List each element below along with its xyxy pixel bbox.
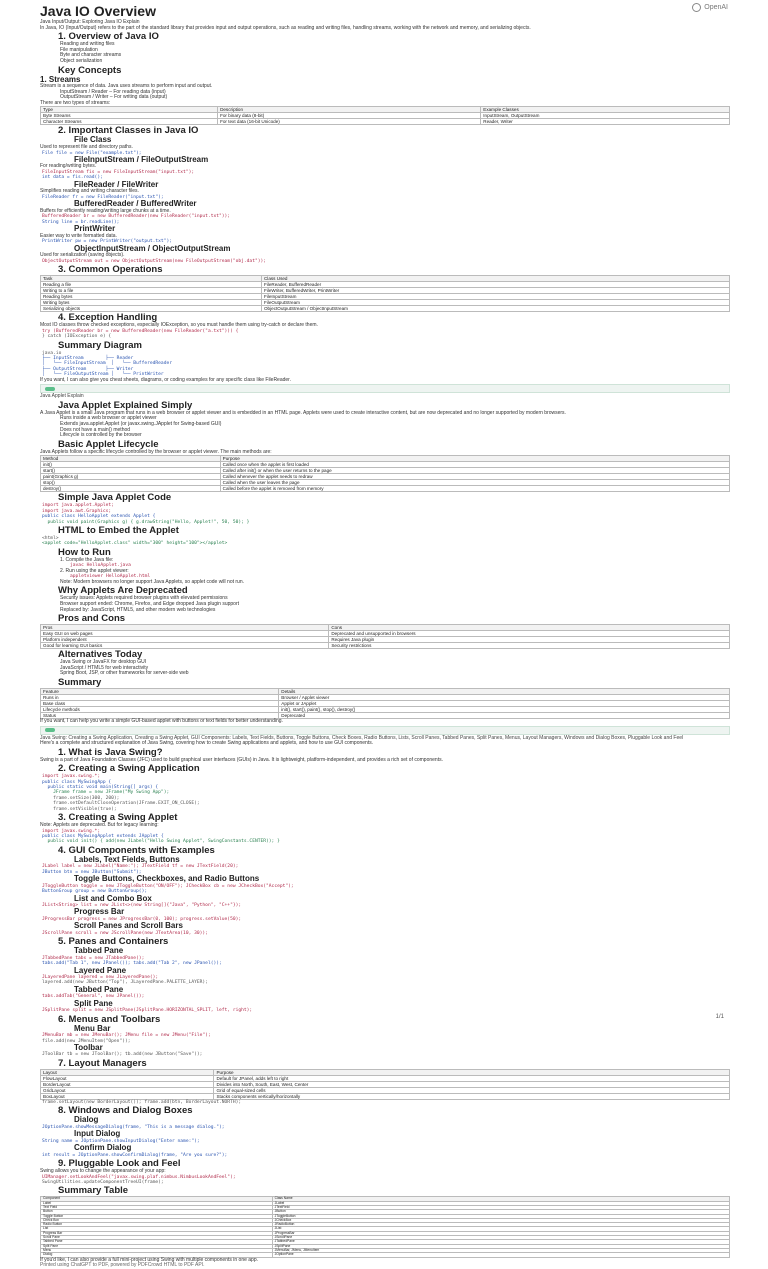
table-cell: JSplitPane [272,1244,729,1248]
table-header: Layout [41,1069,214,1075]
section-heading: 4. Exception Handling [58,312,158,324]
code-block: FileReader fr = new FileReader("input.txt"); [42,194,164,200]
code-block: int result = JOptionPane.showConfirmDialog(frame, "Are you sure?"); [42,1152,228,1158]
table-cell: JRadioButton [272,1223,729,1227]
table-header: Purpose [214,1069,730,1075]
table-cell: Easy GUI on web pages [41,631,329,637]
page-title: Java IO Overview [40,3,156,19]
table-header: Feature [41,688,279,694]
table-cell: Lifecycle methods [41,706,279,712]
code-block: import javax.swing.*; public class MySwingApp { public static void main(String[] args) { JFrame frame = new JFrame("My Swing App"); frame.setSize(300, 200); frame.setDefaultCloseOperation(JFrame.EXIT_ON_CLOSE); frame.setVisible(true); [42,774,200,812]
closing-paragraph: If you want, I can help you write a simple GUI-based applet with buttons or text fields for better understanding. [40,717,283,724]
bullet-item: Spring Boot, JSP, or other frameworks for server-side web [60,670,189,677]
code-block: JToggleButton toggle = new JToggleButton("ON/OFF"); JCheckBox cb = new JCheckBox("Accept"); ButtonGroup group = new ButtonGroup(); [42,883,294,895]
table-cell: ObjectOutputStream / ObjectInputStream [261,306,729,312]
user-chip-icon [45,728,55,732]
table-cell: JList [272,1227,729,1231]
code-block: JLayeredPane layered = new JLayeredPane(); layered.add(new JButton("Top"), JLayeredPane.PALETTE_LAYER); [42,975,208,986]
stream-types-table [40,106,730,125]
section-heading: 4. GUI Components with Examples [58,844,215,856]
table-header: Details [279,688,730,694]
table-cell: Runs in [41,694,279,700]
section-heading: Alternatives Today [58,649,143,661]
table-cell: JButton [272,1210,729,1214]
table-cell: Text Field [41,1206,273,1210]
code-block: File file = new File("example.txt"); [42,150,142,156]
table-header: Method [41,456,221,462]
subsection-heading: 1. Streams [40,74,81,84]
bullet-item: OutputStream / Writer – For writing data (output) [60,94,168,101]
table-cell: JToggleButton [272,1214,729,1218]
bullet-item: Does not have a main() method [60,426,131,433]
table-cell: Progress Bar [41,1231,273,1235]
table-cell: FlowLayout [41,1075,214,1081]
bullet-item: Byte and character streams [60,52,122,59]
table-cell: Stacks components vertically/horizontally [214,1093,730,1099]
bullet-item: Reading and writing files [60,41,115,48]
user-query: Java Input/Output: Exploring Java IO Explain [40,19,140,25]
table-cell: Browser / Applet viewer [279,694,730,700]
component-summary-table [40,1196,730,1257]
paragraph: Swing is a part of Java Foundation Classes (JFC) used to build graphical user interfaces (GUIs) in Java. It is lightweight, platform-independent, and provides a rich set of components. [40,756,443,763]
table-cell: JProgressBar [272,1231,729,1235]
section-heading: Why Applets Are Deprecated [58,585,188,597]
table-cell: stop() [41,480,221,486]
section-heading: Pros and Cons [58,613,126,625]
note-text: Note: Modern browsers no longer support Java Applets, so applet code will not run. [60,578,244,585]
section-heading: 2. Important Classes in Java IO [58,125,199,137]
table-row [41,643,730,649]
message-divider [40,384,730,393]
paragraph: Java Applets follow a specific lifecycle controlled by the browser or applet viewer. The main methods are: [40,448,272,455]
table-cell: Base class [41,700,279,706]
table-cell: InputStream, OutputStream [481,113,730,119]
table-cell: paint(Graphics g) [41,474,221,480]
subsection-heading: Layered Pane [74,965,127,975]
table-cell: Label [41,1201,273,1205]
table-cell: For binary data (8-bit) [218,113,481,119]
paragraph: Used for serialization (saving objects). [40,252,125,259]
table-cell: JScrollPane [272,1236,729,1240]
table-cell: GridLayout [41,1087,214,1093]
code-block: FileInputStream fis = new FileInputStream("input.txt"); int data = fis.read(); [42,170,195,181]
table-cell: Check Box [41,1218,273,1222]
table-cell: Called after init() or when the user returns to the page [220,468,729,474]
subsection-heading: Tabbed Pane [74,946,124,956]
paragraph: Here's a complete and structured explanation of Java Swing, covering how to create Swing applications and applets, and how to use GUI components. [40,740,374,747]
subsection-heading: File Class [74,135,112,145]
code-block: ObjectOutputStream out = new ObjectOutputStream(new FileOutputStream("obj.dat")); [42,258,267,264]
table-cell: Deprecated and unsupported in browsers [329,631,730,637]
bullet-item: Security issues: Applets required browser plugins with elevated permissions [60,595,228,602]
table-cell: List [41,1227,273,1231]
table-cell: BoxLayout [41,1093,214,1099]
paragraph: For reading/writing bytes. [40,163,97,170]
bullet-item: Replaced by: JavaScript, HTML5, and other modern web technologies [60,606,216,613]
code-block: JOptionPane.showMessageDialog(frame, "This is a message dialog."); [42,1124,225,1130]
paragraph: Most IO classes throw checked exceptions, especially IOException, so you must handle them using try-catch or declare them. [40,322,318,329]
subsection-heading: BufferedReader / BufferedWriter [74,199,197,209]
table-cell: JTabbedPane [272,1240,729,1244]
code-line: javac HelloApplet.java [70,563,131,569]
paragraph: Used to represent file and directory paths. [40,143,133,150]
table-header: Example Classes [481,107,730,113]
table-row [41,119,730,125]
table-cell: FileWriter, BufferedWriter, PrintWriter [261,288,729,294]
table-cell: Dialog [41,1253,273,1257]
table-cell: Reading bytes [41,294,262,300]
paragraph: Stream is a sequence of data. Java uses streams to perform input and output. [40,83,213,90]
bullet-item: File manipulation [60,46,98,53]
message-divider [40,726,730,735]
subsection-heading: Toolbar [74,1042,103,1052]
table-header: Cons [329,625,730,631]
table-cell: Writing to a file [41,288,262,294]
bullet-item: Lifecycle is controlled by the browser [60,432,142,439]
section-heading: 3. Creating a Swing Applet [58,812,178,824]
section-heading: 5. Panes and Containers [58,936,169,948]
code-block: JProgressBar progress = new JProgressBar(0, 100); progress.setValue(50); [42,916,242,922]
table-cell: Security restrictions [329,643,730,649]
closing-paragraph: If you want, I can also give you cheat sheets, diagrams, or coding examples for any specific class like FileReader. [40,376,291,383]
table-cell: FileInputStream [261,294,729,300]
table-cell: start() [41,468,221,474]
table-cell: Divides into North, South, East, West, Center [214,1081,730,1087]
table-cell: Called whenever the applet needs to redraw [220,474,729,480]
user-query: Java Swing: Creating a Swing Application, Creating a Swing Applet, GUI Components: Labels, Text Fields, Buttons, Toggle Buttons, Check Boxes, Radio Buttons, Lists, Scroll Panes, Tabbed Panes, Split Panes, Menus, Layout Managers, Windows and Dialog Boxes, Pluggable Look and Feel [40,734,684,741]
section-heading: 1. What is Java Swing? [58,746,163,758]
bullet-item: InputStream / Reader – For reading data (input) [60,88,166,95]
section-heading: 6. Menus and Toolbars [58,1013,161,1025]
table-cell: FileReader, BufferedReader [261,282,729,288]
table-cell: JMenuBar, JMenu, JMenuItem [272,1248,729,1252]
print-footer: Printed using ChatGPT to PDF, powered by PDFCrowd HTML to PDF API. [40,1262,205,1269]
code-block: JScrollPane scroll = new JScrollPane(new JTextArea(10, 30)); [42,930,208,936]
subsection-heading: Toggle Buttons, Checkboxes, and Radio Buttons [74,874,260,884]
table-cell: Character Streams [41,119,218,125]
bullet-item: Extends java.applet.Applet (or javax.swing.JApplet for Swing-based GUI) [60,420,222,427]
section-heading: Summary Table [58,1185,129,1197]
table-header: Class Used [261,276,729,282]
code-block: JToolBar tb = new JToolBar(); tb.add(new JButton("Save")); [42,1052,203,1058]
subsection-heading: Labels, Text Fields, Buttons [74,854,180,864]
subsection-heading: Tabbed Pane [74,984,124,994]
intro-paragraph: In Java, IO (Input/Output) refers to the part of the standard library that provides input and output operations, such as reading and writing files, handling streams, working with the network and memory, and serializing objects. [40,24,531,31]
table-cell: Byte Streams [41,113,218,119]
paragraph: Swing allows you to change the appearance of your app: [40,1168,166,1174]
bullet-item: Object serialization [60,57,103,64]
table-cell: For text data (16-bit Unicode) [218,119,481,125]
paragraph: Simplifies reading and writing character files. [40,188,139,195]
section-heading: How to Run [58,546,111,558]
subsection-heading: Input Dialog [74,1129,121,1139]
diagram-block: java.io ├── InputStream ├── Reader │ └── FileInputStream │ └── BufferedReader ├── OutputStream ├── Writer │ └── FileOutputStream │ └── PrintWriter [42,350,172,378]
document-page [40,3,730,1269]
code-block: JList<String> list = new JList<>(new String[]{"Java", "Python", "C++"}); [42,903,242,908]
section-heading: 1. Overview of Java IO [58,31,159,43]
bullet-item: JavaScript / HTML5 for web interactivity [60,664,149,671]
table-cell: FileOutputStream [261,300,729,306]
section-heading: HTML to Embed the Applet [58,524,179,536]
table-header: Type [41,107,218,113]
table-cell: Reading a file [41,282,262,288]
applet-summary-table [40,688,730,719]
table-cell: JTextField [272,1206,729,1210]
table-cell: Called before the applet is removed from memory [220,486,729,492]
table-cell: Deprecated [279,712,730,718]
user-chip-icon [45,387,55,391]
user-query: Java Applet Explain [40,393,84,400]
table-cell: Menu [41,1248,273,1252]
code-block: JLabel label = new JLabel("Name:"); JTextField tf = new JTextField(20); JButton btn = new JButton("Submit"); [42,864,239,875]
paragraph: Buffers for efficiently reading/writing large chunks at a time. [40,207,171,214]
code-block: frame.setLayout(new BorderLayout()); frame.add(btn, BorderLayout.NORTH); [42,1099,242,1105]
code-block: JSplitPane split = new JSplitPane(JSplitPane.HORIZONTAL_SPLIT, left, right); [42,1008,253,1014]
table-cell: Called once when the applet is first loaded [220,462,729,468]
subsection-heading: Progress Bar [74,907,125,917]
table-cell: Requires Java plugin [329,637,730,643]
code-block: tabs.addTab("General", new JPanel()); [42,994,145,1000]
code-block: PrintWriter pw = new PrintWriter("output.txt"); [42,239,172,245]
code-block: BufferedReader br = new BufferedReader(new FileReader("input.txt")); String line = br.readLine(); [42,214,231,225]
table-cell: Applet or JApplet [279,700,730,706]
section-heading: Summary [58,676,102,688]
code-block: JTabbedPane tabs = new JTabbedPane(); tabs.add("Tab 1", new JPanel()); tabs.add("Tab 2", new JPanel()); [42,955,222,967]
code-block: import java.applet.Applet; import java.awt.Graphics; public class HelloApplet extends Applet { public void paint(Graphics g) { g.drawString("Hello, Applet!", 50, 50); } [42,503,250,525]
subsection-heading: Dialog [74,1115,99,1125]
code-block: String name = JOptionPane.showInputDialog("Enter name:"); [42,1138,200,1144]
section-heading: Basic Applet Lifecycle [58,438,159,450]
table-cell: Serializing objects [41,306,262,312]
table-cell: Button [41,1210,273,1214]
table-cell: Tabbed Pane [41,1240,273,1244]
table-header: Component [41,1197,273,1201]
subsection-heading: Scroll Panes and Scroll Bars [74,921,183,931]
step-item: 2. Run using the applet viewer: [60,567,129,574]
section-heading: 3. Common Operations [58,264,163,276]
table-cell: Default for JPanel, adds left to right [214,1075,730,1081]
table-row [41,1093,730,1099]
table-cell: JCheckBox [272,1218,729,1222]
table-cell: Status [41,712,279,718]
table-cell: Reader, Writer [481,119,730,125]
table-header: Class Name [272,1197,729,1201]
brand-label: OpenAI [704,4,728,11]
section-heading: Simple Java Applet Code [58,492,172,504]
section-heading: 2. Creating a Swing Application [58,763,200,775]
table-cell: destroy() [41,486,221,492]
table-cell: Scroll Pane [41,1236,273,1240]
bullet-item: Browser support ended: Chrome, Firefox, and Edge dropped Java plugin support [60,600,239,607]
subsection-heading: Split Pane [74,998,113,1008]
subsection-heading: FileReader / FileWriter [74,179,159,189]
section-heading: Summary Diagram [58,339,142,351]
table-header: Description [218,107,481,113]
code-line: appletviewer HelloApplet.html [70,574,151,580]
code-block: import javax.swing.*; public class MySwingApplet extends JApplet { public void init() { add(new JLabel("Hello Swing Applet", SwingConstants.CENTER)); } [42,828,280,845]
table-cell: init(), start(), paint(), stop(), destroy() [279,706,730,712]
table-cell: Toggle Button [41,1214,273,1218]
paragraph: There are two types of streams: [40,99,111,106]
subsection-heading: Menu Bar [74,1023,111,1033]
table-cell: BorderLayout [41,1081,214,1087]
code-block: try (BufferedReader br = new BufferedReader(new FileReader("a.txt"))) { } catch (IOException e) { [42,328,239,340]
paragraph: A Java Applet is a small Java program that runs in a web browser or applet viewer and is embedded in an HTML page. Applets were used to create interactive content, but are now deprecated and no longer supported by modern browsers. [40,409,566,416]
table-header: Purpose [220,456,729,462]
code-block: <html> <applet code="HelloApplet.class" width="300" height="100"></applet> [42,535,228,547]
table-cell: Split Pane [41,1244,273,1248]
code-block: JMenuBar mb = new JMenuBar(); JMenu file = new JMenu("File"); file.add(new JMenuItem("Open")); [42,1033,211,1044]
step-item: 1. Compile the Java file: [60,556,114,563]
bullet-item: Java Swing or JavaFX for desktop GUI [60,659,147,666]
subsection-heading: ObjectInputStream / ObjectOutputStream [74,243,231,253]
bullet-item: Runs inside a web browser or applet viewer [60,415,157,422]
code-block: UIManager.setLookAndFeel("javax.swing.plaf.nimbus.NimbusLookAndFeel"); SwingUtilities.updateComponentTreeUI(frame); [42,1174,236,1185]
section-heading: 7. Layout Managers [58,1057,147,1069]
closing-paragraph: If you'd like, I can also provide a full mini-project using Swing with multiple components in one app. [40,1256,259,1263]
table-cell: Radio Button [41,1223,273,1227]
table-header: Task [41,276,262,282]
page-number: 1/1 [715,1014,724,1020]
table-cell: Good for learning GUI basics [41,643,329,649]
table-cell: Grid of equal-sized cells [214,1087,730,1093]
table-row [41,306,730,312]
section-heading: Key Concepts [58,64,122,76]
table-cell: Called when the user leaves the page [220,480,729,486]
table-cell: init() [41,462,221,468]
table-cell: JLabel [272,1201,729,1205]
paragraph: Note: Applets are deprecated. But for legacy learning: [40,822,159,829]
section-heading: 9. Pluggable Look and Feel [58,1158,181,1169]
subsection-heading: Confirm Dialog [74,1143,132,1153]
subsection-heading: PrintWriter [74,224,116,234]
operations-table [40,275,730,312]
table-cell: Platform independent [41,637,329,643]
paragraph: Easier way to write formatted data. [40,232,117,239]
table-cell: JOptionPane [272,1253,729,1257]
section-heading: Java Applet Explained Simply [58,399,193,411]
subsection-heading: FileInputStream / FileOutputStream [74,154,209,164]
section-heading: 8. Windows and Dialog Boxes [58,1105,193,1117]
layout-managers-table [40,1069,730,1100]
subsection-heading: List and Combo Box [74,893,152,903]
table-row [41,486,730,492]
table-header: Pros [41,625,329,631]
lifecycle-table [40,455,730,492]
pros-cons-table [40,624,730,649]
table-cell: Writing bytes [41,300,262,306]
